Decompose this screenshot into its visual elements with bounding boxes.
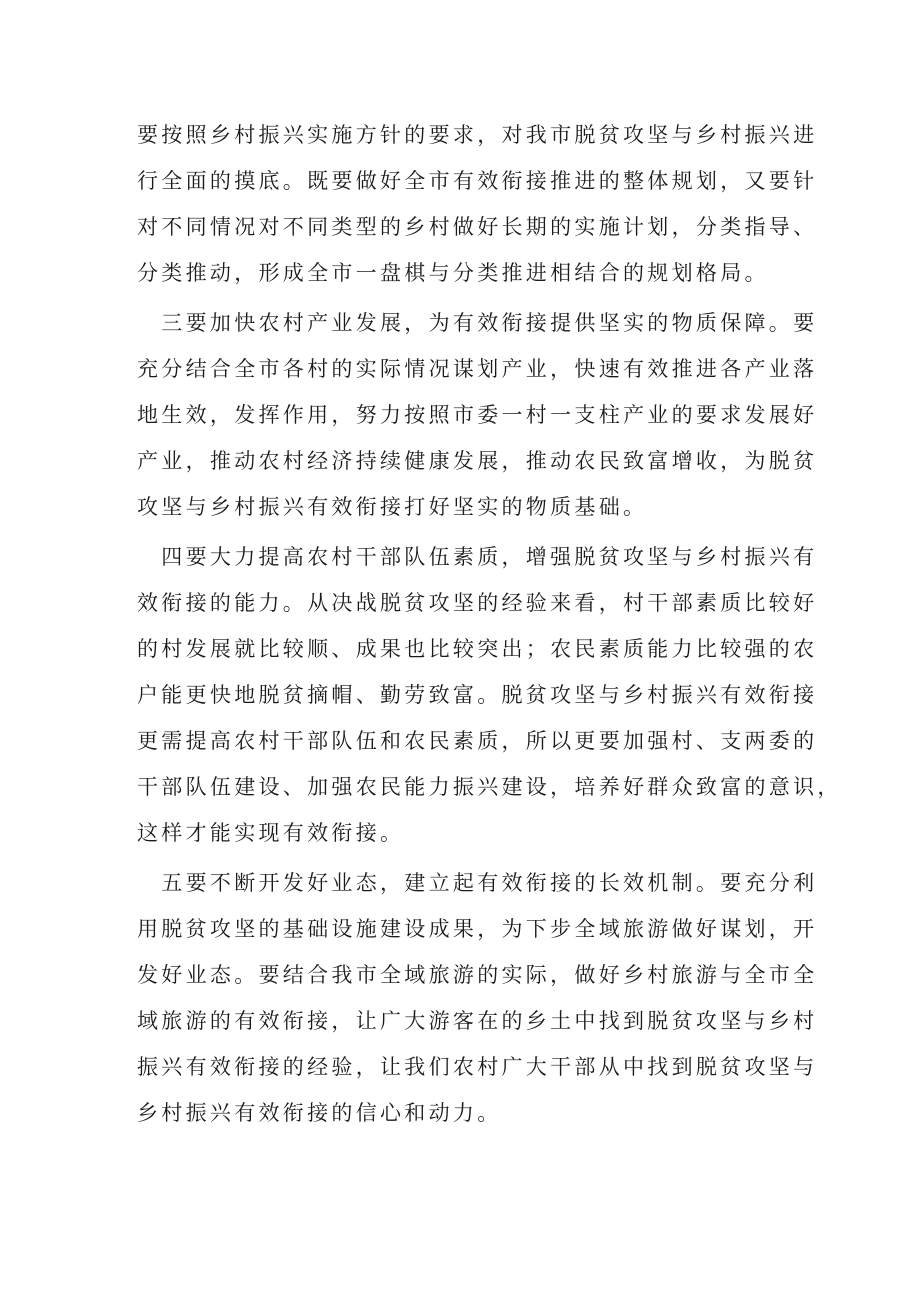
text-line: 户能更快地脱贫摘帽、勤劳致富。脱贫攻坚与乡村振兴有效衔接 bbox=[137, 683, 818, 707]
text-line: 地生效，发挥作用，努力按照市委一村一支柱产业的要求发展好 bbox=[137, 403, 818, 427]
text-line: 效衔接的能力。从决战脱贫攻坚的经验来看，村干部素质比较好 bbox=[137, 591, 818, 615]
text-line: 产业，推动农村经济持续健康发展，推动农民致富增收，为脱贫 bbox=[137, 449, 818, 473]
document-body bbox=[137, 112, 842, 1136]
paragraph-3 bbox=[137, 534, 842, 856]
paragraph-2 bbox=[137, 300, 818, 530]
text-line: 更需提高农村干部队伍和农民素质，所以更要加强村、支两委的 bbox=[137, 729, 818, 753]
text-line: 三要加快农村产业发展，为有效衔接提供坚实的物质保障。要 bbox=[137, 311, 818, 335]
text-line: 对不同情况对不同类型的乡村做好长期的实施计划，分类指导、 bbox=[137, 215, 818, 239]
text-line: 的村发展就比较顺、成果也比较突出；农民素质能力比较强的农 bbox=[137, 637, 818, 661]
text-line: 干部队伍建设、加强农民能力振兴建设，培养好群众致富的意识， bbox=[137, 775, 842, 799]
text-line: 用脱贫攻坚的基础设施建设成果，为下步全域旅游做好谋划，开 bbox=[137, 917, 818, 941]
paragraph-1 bbox=[137, 112, 818, 296]
text-line: 四要大力提高农村干部队伍素质，增强脱贫攻坚与乡村振兴有 bbox=[137, 545, 818, 569]
text-line: 发好业态。要结合我市全域旅游的实际，做好乡村旅游与全市全 bbox=[137, 963, 818, 987]
paragraph-4 bbox=[137, 860, 818, 1136]
text-line: 乡村振兴有效衔接的信心和动力。 bbox=[137, 1101, 502, 1125]
text-line: 攻坚与乡村振兴有效衔接打好坚实的物质基础。 bbox=[137, 495, 648, 519]
text-line: 振兴有效衔接的经验，让我们农村广大干部从中找到脱贫攻坚与 bbox=[137, 1055, 818, 1079]
text-line: 行全面的摸底。既要做好全市有效衔接推进的整体规划，又要针 bbox=[137, 169, 818, 193]
text-line: 充分结合全市各村的实际情况谋划产业，快速有效推进各产业落 bbox=[137, 357, 818, 381]
text-line: 要按照乡村振兴实施方针的要求，对我市脱贫攻坚与乡村振兴进 bbox=[137, 123, 818, 147]
text-line: 域旅游的有效衔接，让广大游客在的乡土中找到脱贫攻坚与乡村 bbox=[137, 1009, 818, 1033]
text-line: 分类推动，形成全市一盘棋与分类推进相结合的规划格局。 bbox=[137, 261, 769, 285]
text-line: 这样才能实现有效衔接。 bbox=[137, 821, 405, 845]
text-line: 五要不断开发好业态，建立起有效衔接的长效机制。要充分利 bbox=[137, 871, 818, 895]
